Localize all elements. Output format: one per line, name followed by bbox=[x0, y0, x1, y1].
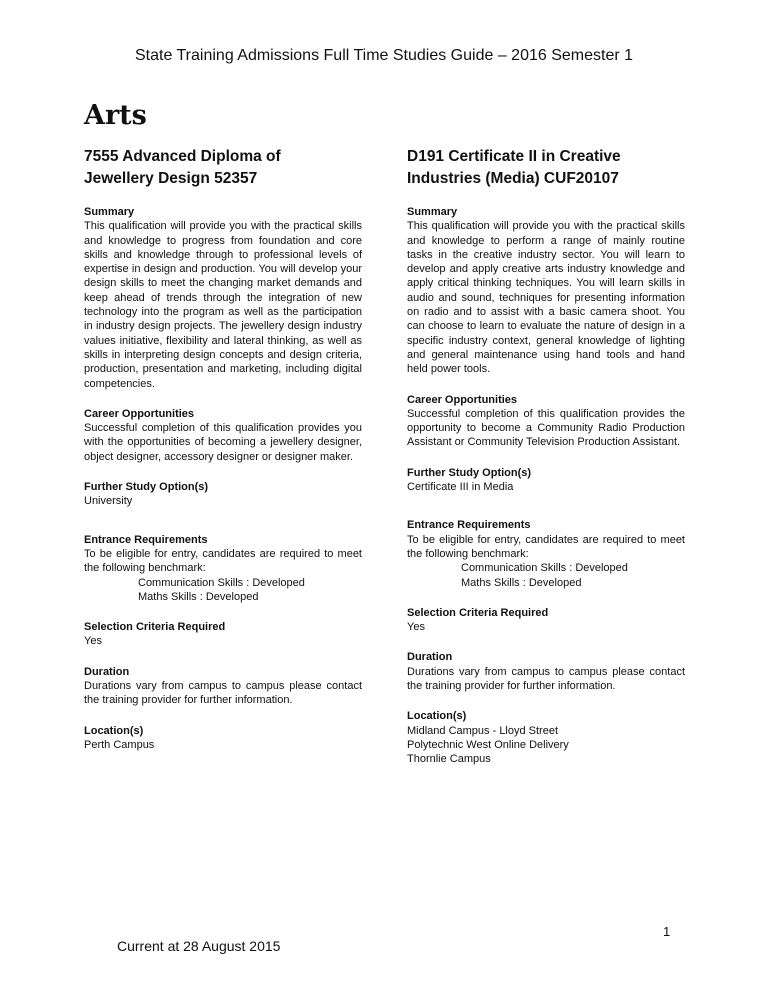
location-label: Location(s) bbox=[84, 724, 144, 737]
course-column-1 bbox=[84, 146, 362, 752]
course-title-line: 7555 Advanced Diploma of bbox=[84, 148, 281, 165]
entrance-section bbox=[407, 518, 685, 589]
current-at-footer: Current at 28 August 2015 bbox=[117, 938, 281, 954]
summary-label: Summary bbox=[407, 206, 458, 218]
course-column-2 bbox=[407, 146, 685, 767]
summary-text: This qualification will provide you with the practical skills and knowledge to perform a range of mainly routine tasks in the creative industry sector. You will learn to develop and apply creative arts industry knowledge and apply critical thinking techniques. You will learn skills in audio and sound, techniques for presenting information on radio and to assist with a basic camera shoot. You can choose to learn to evaluate the nature of design in a specific industry context, general knowledge of lighting and general maintenance using hand tools and hand held power tools. bbox=[407, 220, 685, 376]
entrance-text: To be eligible for entry, candidates are required to meet the following benchmark: bbox=[407, 533, 685, 560]
selection-label: Selection Criteria Required bbox=[84, 621, 226, 634]
course-title bbox=[84, 146, 362, 194]
entrance-label: Entrance Requirements bbox=[407, 519, 531, 532]
summary-label: Summary bbox=[84, 206, 135, 218]
summary-text: This qualification will provide you with the practical skills and knowledge to progress from foundation and core skills and knowledge through to professional levels of expertise in design and production. You will develop your design skills to meet the changing market demands and keep ahead of trends through the integration of new technology into the program as well as the participation in industry design projects. The jewellery design industry values initiative, flexibility and lateral thinking, as well as skills in interpreting design concepts and design criteria, production, presentation and marketing, including digital competencies. bbox=[84, 220, 362, 390]
page-number: 1 bbox=[663, 924, 671, 939]
location-item: Thornlie Campus bbox=[407, 753, 491, 766]
course-title-line: Jewellery Design 52357 bbox=[84, 170, 258, 187]
career-text: Successful completion of this qualification provides the opportunity to become a Community Radio Production Assistant or Community Television Production Assistant. bbox=[407, 407, 685, 449]
selection-text: Yes bbox=[407, 621, 425, 634]
location-section bbox=[407, 709, 685, 766]
page-header: State Training Admissions Full Time Studies Guide – 2016 Semester 1 bbox=[134, 47, 634, 64]
further-study-section bbox=[407, 466, 685, 495]
location-item: Perth Campus bbox=[84, 738, 155, 751]
further-study-section bbox=[84, 480, 362, 509]
course-title-line: Industries (Media) CUF20107 bbox=[407, 170, 619, 187]
further-study-label: Further Study Option(s) bbox=[84, 481, 209, 494]
further-study-text: Certificate III in Media bbox=[407, 481, 514, 494]
duration-text: Durations vary from campus to campus please contact the training provider for further information. bbox=[84, 680, 362, 707]
summary-section bbox=[407, 205, 685, 377]
location-item: Midland Campus - Lloyd Street bbox=[407, 724, 559, 737]
career-label: Career Opportunities bbox=[84, 407, 195, 420]
career-text: Successful completion of this qualification provides you with the opportunities of becoming a jewellery designer, object designer, accessory designer or designer maker. bbox=[84, 422, 362, 463]
selection-text: Yes bbox=[84, 635, 102, 648]
location-section bbox=[84, 724, 362, 753]
entrance-label: Entrance Requirements bbox=[84, 533, 208, 546]
benchmark-maths: Maths Skills : Developed bbox=[138, 590, 259, 603]
summary-section bbox=[84, 205, 362, 391]
further-study-label: Further Study Option(s) bbox=[407, 466, 532, 479]
selection-section bbox=[84, 620, 362, 649]
benchmark-maths: Maths Skills : Developed bbox=[461, 576, 582, 589]
duration-text: Durations vary from campus to campus please contact the training provider for further information. bbox=[407, 665, 685, 693]
benchmark-communication: Communication Skills : Developed bbox=[138, 576, 305, 589]
entrance-section bbox=[84, 533, 362, 604]
location-label: Location(s) bbox=[407, 710, 467, 723]
duration-section bbox=[84, 665, 362, 708]
duration-label: Duration bbox=[84, 665, 130, 678]
course-title-line: D191 Certificate II in Creative bbox=[407, 148, 621, 165]
entrance-text: To be eligible for entry, candidates are required to meet the following benchmark: bbox=[84, 547, 362, 575]
selection-label: Selection Criteria Required bbox=[407, 606, 549, 619]
career-label: Career Opportunities bbox=[407, 393, 518, 406]
career-section bbox=[407, 393, 685, 450]
selection-section bbox=[407, 606, 685, 635]
duration-section bbox=[407, 650, 685, 693]
benchmark-communication: Communication Skills : Developed bbox=[461, 562, 628, 575]
course-title bbox=[407, 146, 685, 194]
duration-label: Duration bbox=[407, 651, 453, 664]
career-section bbox=[84, 407, 362, 464]
location-item: Polytechnic West Online Delivery bbox=[407, 738, 569, 751]
section-title: Arts bbox=[84, 100, 147, 131]
further-study-text: University bbox=[84, 495, 133, 508]
